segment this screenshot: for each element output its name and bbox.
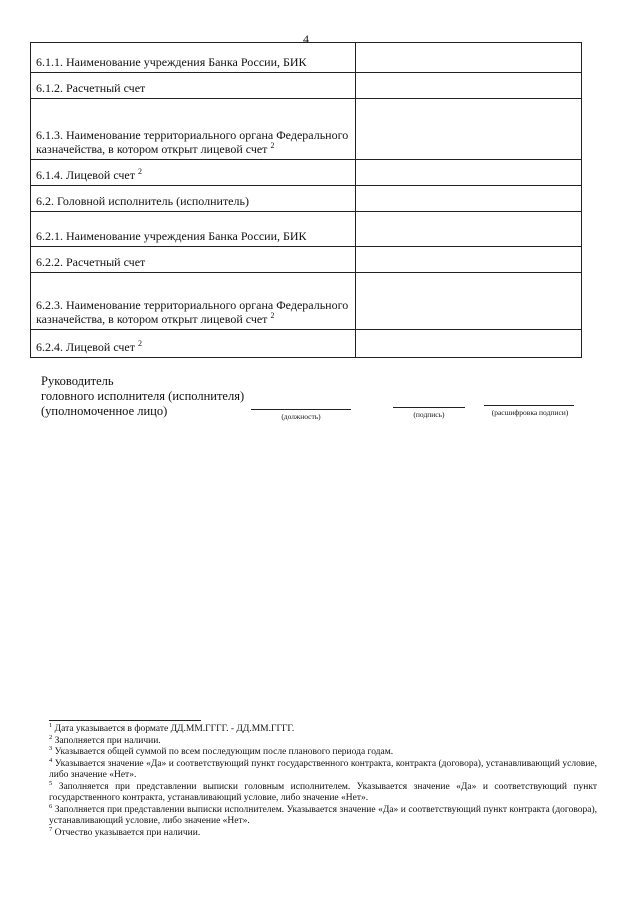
field-label-text: 6.1.1. Наименование учреждения Банка России, БИК bbox=[36, 55, 307, 69]
signatory-line-2: головного исполнителя (исполнителя) bbox=[41, 389, 245, 403]
table-row bbox=[31, 273, 582, 330]
field-label-text: 6.2.2. Расчетный счет bbox=[36, 255, 146, 269]
footnote-ref: 2 bbox=[138, 167, 143, 176]
field-label bbox=[31, 247, 356, 273]
bank-details-table bbox=[30, 42, 582, 358]
footnote-number: 3 bbox=[49, 744, 53, 752]
footnote-text: Заполняется при представлении выписки головным исполнителем. Указывается значение «Да» и соответствующий пункт государственного контракта, устанавливающий условие, либо значение «Нет». bbox=[49, 781, 597, 803]
footnote bbox=[49, 825, 597, 840]
page-number: 4 bbox=[303, 32, 309, 46]
footnote bbox=[49, 744, 597, 759]
name-caption: (расшифровка подписи) bbox=[491, 408, 569, 417]
table-row bbox=[31, 160, 582, 186]
footnote-number: 4 bbox=[49, 756, 53, 764]
signature-line bbox=[393, 407, 465, 408]
footnote-text: Заполняется при представлении выписки исполнителем. Указывается значение «Да» и соответствующий пункт контракта (договора), устанавливающий условие, либо значение «Нет». bbox=[49, 804, 597, 826]
field-value[interactable] bbox=[356, 186, 582, 212]
field-value[interactable] bbox=[356, 247, 582, 273]
field-label bbox=[31, 73, 356, 99]
field-label-text: 6.2.3. Наименование территориального органа Федерального казначейства, в котором открыт лицевой счет bbox=[36, 298, 349, 326]
footnote-ref: 2 bbox=[270, 141, 275, 150]
footnote-ref: 2 bbox=[270, 311, 275, 320]
field-label bbox=[31, 186, 356, 212]
footnote bbox=[49, 733, 597, 748]
footnote bbox=[49, 756, 598, 782]
field-label bbox=[31, 99, 356, 160]
table-row bbox=[31, 212, 582, 247]
footnote-text: Указывается значение «Да» и соответствующий пункт государственного контракта, контракта (договора), устанавливающий условие, либо значение «Нет». bbox=[49, 758, 598, 780]
field-label bbox=[31, 43, 356, 73]
table-row bbox=[31, 99, 582, 160]
table-row bbox=[31, 247, 582, 273]
footnote-text: Заполняется при наличии. bbox=[54, 735, 161, 746]
position-line bbox=[251, 409, 351, 410]
table-row bbox=[31, 73, 582, 99]
field-label bbox=[31, 212, 356, 247]
footnote-number: 2 bbox=[49, 733, 53, 741]
table-row bbox=[31, 330, 582, 358]
footnote bbox=[49, 802, 597, 828]
signatory-line-3: (уполномоченное лицо) bbox=[41, 404, 168, 418]
footnote-number: 6 bbox=[49, 802, 53, 810]
table-row bbox=[31, 43, 582, 73]
name-line bbox=[484, 405, 574, 406]
signatory-line-1: Руководитель bbox=[41, 374, 114, 388]
field-value[interactable] bbox=[356, 212, 582, 247]
field-label-text: 6.1.3. Наименование территориального органа Федерального казначейства, в котором открыт лицевой счет bbox=[36, 128, 349, 156]
field-label-text: 6.2.4. Лицевой счет bbox=[36, 340, 136, 354]
signatory-title bbox=[41, 374, 244, 419]
footnote-text: Дата указывается в формате ДД.ММ.ГГГГ. - ДД.ММ.ГГГГ. bbox=[54, 724, 295, 734]
field-label-text: 6.1.2. Расчетный счет bbox=[36, 81, 146, 95]
field-value[interactable] bbox=[356, 73, 582, 99]
field-value[interactable] bbox=[356, 330, 582, 358]
footnote-number: 5 bbox=[49, 779, 53, 787]
field-value[interactable] bbox=[356, 99, 582, 160]
field-label-text: 6.2.1. Наименование учреждения Банка России, БИК bbox=[36, 229, 307, 243]
field-value[interactable] bbox=[356, 273, 582, 330]
footnote-text: Указывается общей суммой по всем последующим после планового периода годам. bbox=[54, 747, 394, 757]
field-value[interactable] bbox=[356, 43, 582, 73]
footnote bbox=[49, 721, 597, 736]
table-row bbox=[31, 186, 582, 212]
footnote-separator bbox=[49, 720, 201, 721]
footnote-number: 1 bbox=[49, 721, 53, 729]
field-label-text: 6.1.4. Лицевой счет bbox=[36, 168, 136, 182]
position-caption: (должность) bbox=[281, 412, 321, 421]
footnote-number: 7 bbox=[49, 825, 53, 833]
footnote-ref: 2 bbox=[138, 339, 143, 348]
field-value[interactable] bbox=[356, 160, 582, 186]
field-label bbox=[31, 160, 356, 186]
field-label bbox=[31, 330, 356, 358]
footnote-text: Отчество указывается при наличии. bbox=[54, 827, 201, 838]
field-label-text: 6.2. Головной исполнитель (исполнитель) bbox=[36, 194, 249, 208]
signature-caption: (подпись) bbox=[413, 410, 445, 419]
footnotes bbox=[49, 721, 598, 839]
footnote bbox=[49, 779, 597, 805]
field-label bbox=[31, 273, 356, 330]
